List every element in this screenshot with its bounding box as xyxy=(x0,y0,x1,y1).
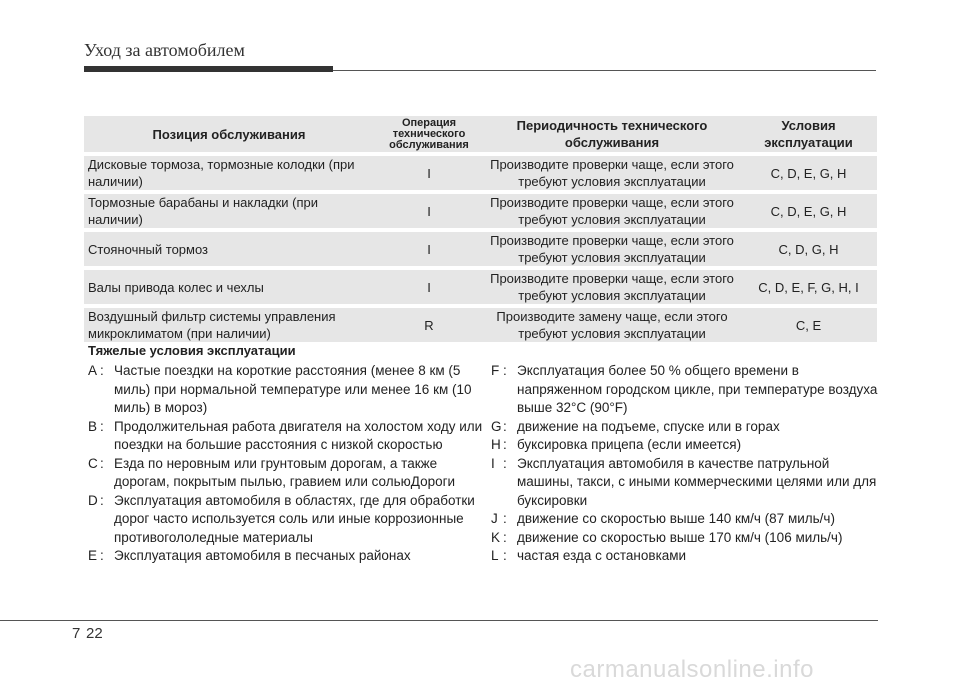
condition-separator: : xyxy=(100,455,104,471)
condition-separator: : xyxy=(503,437,507,452)
condition-key: E xyxy=(88,548,98,563)
row-item: Валы привода колес и чехлы xyxy=(84,270,374,304)
header-periodicity: Периодичность технического обслуживания xyxy=(484,116,740,152)
condition-text: движение на подъеме, спуске или в горах xyxy=(517,418,780,434)
watermark: carmanualsonline.info xyxy=(570,656,814,683)
condition-text: частая езда с остановками xyxy=(517,548,687,563)
conditions-list-left xyxy=(88,362,483,566)
row-periodicity: Производите проверки чаще, если этого требуют условия эксплуатации xyxy=(484,194,740,228)
list-item xyxy=(491,455,881,511)
table-row xyxy=(84,194,877,228)
header-position: Позиция обслуживания xyxy=(84,116,374,152)
condition-separator: : xyxy=(100,363,104,378)
list-item xyxy=(88,455,483,492)
header-rule-thin xyxy=(333,70,876,71)
condition-separator: : xyxy=(100,548,104,563)
condition-text: Езда по неровным или грунтовым дорогам, а также дорогам, покрытым пылью, гравием или сольюДороги xyxy=(114,455,456,489)
header-conditions: Условия эксплуатации xyxy=(740,116,877,152)
condition-separator: : xyxy=(503,529,507,545)
condition-key: K xyxy=(491,529,501,545)
condition-text: Эксплуатация автомобиля в качестве патрульной машины, такси, с иными коммерческими целями или для буксировки xyxy=(517,455,877,508)
condition-separator: : xyxy=(100,418,104,434)
footer-rule xyxy=(0,620,878,621)
condition-text: Эксплуатация автомобиля в областях, где для обработки дорог часто используется соль или иные коррозионные противогололедные материалы xyxy=(114,492,475,545)
condition-key: D xyxy=(88,492,98,508)
condition-key: B xyxy=(88,418,98,434)
condition-text: Эксплуатация автомобиля в песчаных районах xyxy=(114,548,411,563)
list-item xyxy=(88,547,483,566)
condition-key: H xyxy=(491,437,501,452)
row-item: Стояночный тормоз xyxy=(84,232,374,266)
list-item xyxy=(491,510,881,529)
conditions-list-right xyxy=(491,362,881,566)
condition-separator: : xyxy=(503,548,507,563)
row-periodicity: Производите проверки чаще, если этого требуют условия эксплуатации xyxy=(484,156,740,190)
row-conditions: C, E xyxy=(740,308,877,342)
row-operation: R xyxy=(374,308,484,342)
condition-separator: : xyxy=(503,363,507,378)
condition-key: G xyxy=(491,418,502,434)
row-operation: I xyxy=(374,194,484,228)
list-item xyxy=(88,418,483,455)
row-conditions: C, D, E, F, G, H, I xyxy=(740,270,877,304)
row-conditions: C, D, E, G, H xyxy=(740,194,877,228)
list-item xyxy=(491,362,881,418)
row-conditions: C, D, E, G, H xyxy=(740,156,877,190)
row-periodicity: Производите проверки чаще, если этого требуют условия эксплуатации xyxy=(484,270,740,304)
condition-text: движение со скоростью выше 170 км/ч (106 миль/ч) xyxy=(517,529,843,545)
condition-key: I xyxy=(491,455,495,471)
header-rule-thick xyxy=(84,66,333,72)
condition-separator: : xyxy=(503,455,507,471)
row-operation: I xyxy=(374,156,484,190)
header-operation: Операция технического обслуживания xyxy=(374,116,484,152)
row-item: Воздушный фильтр системы управления микроклиматом (при наличии) xyxy=(84,308,374,342)
maintenance-table xyxy=(84,112,877,346)
condition-text: Продолжительная работа двигателя на холостом ходу или поездки на большие расстояния с низкой скоростью xyxy=(114,418,483,452)
table-row xyxy=(84,232,877,266)
condition-separator: : xyxy=(503,511,507,526)
condition-key: C xyxy=(88,455,98,471)
condition-text: Эксплуатация более 50 % общего времени в напряженном городском цикле, при температуре воздуха выше 32°C (90°F) xyxy=(517,363,878,415)
table-row xyxy=(84,308,877,342)
condition-key: F xyxy=(491,363,500,378)
condition-key: A xyxy=(88,363,98,378)
page-chapter-number: 7 xyxy=(72,625,81,642)
row-periodicity: Производите проверки чаще, если этого требуют условия эксплуатации xyxy=(484,232,740,266)
row-conditions: C, D, G, H xyxy=(740,232,877,266)
table-header-row xyxy=(84,116,877,152)
page-number: 22 xyxy=(86,625,103,642)
list-item xyxy=(491,418,881,437)
table-row xyxy=(84,270,877,304)
table-row xyxy=(84,156,877,190)
condition-text: движение со скоростью выше 140 км/ч (87 миль/ч) xyxy=(517,511,835,526)
condition-key: L xyxy=(491,548,499,563)
list-item xyxy=(88,362,483,418)
condition-separator: : xyxy=(100,492,104,508)
list-item xyxy=(491,529,881,548)
condition-separator: : xyxy=(503,418,507,434)
list-item xyxy=(88,492,483,548)
list-item xyxy=(491,547,881,566)
condition-text: буксировка прицепа (если имеется) xyxy=(517,437,742,452)
row-operation: I xyxy=(374,232,484,266)
condition-text: Частые поездки на короткие расстояния (менее 8 км (5 миль) при нормальной температуре или менее 16 км (10 миль) в мороз) xyxy=(114,363,472,415)
row-item: Тормозные барабаны и накладки (при наличии) xyxy=(84,194,374,228)
row-operation: I xyxy=(374,270,484,304)
page-header-title: Уход за автомобилем xyxy=(84,40,245,60)
row-item: Дисковые тормоза, тормозные колодки (при наличии) xyxy=(84,156,374,190)
row-periodicity: Производите замену чаще, если этого требуют условия эксплуатации xyxy=(484,308,740,342)
condition-key: J xyxy=(491,511,498,526)
list-item xyxy=(491,436,881,455)
severe-conditions-title: Тяжелые условия эксплуатации xyxy=(88,343,296,358)
